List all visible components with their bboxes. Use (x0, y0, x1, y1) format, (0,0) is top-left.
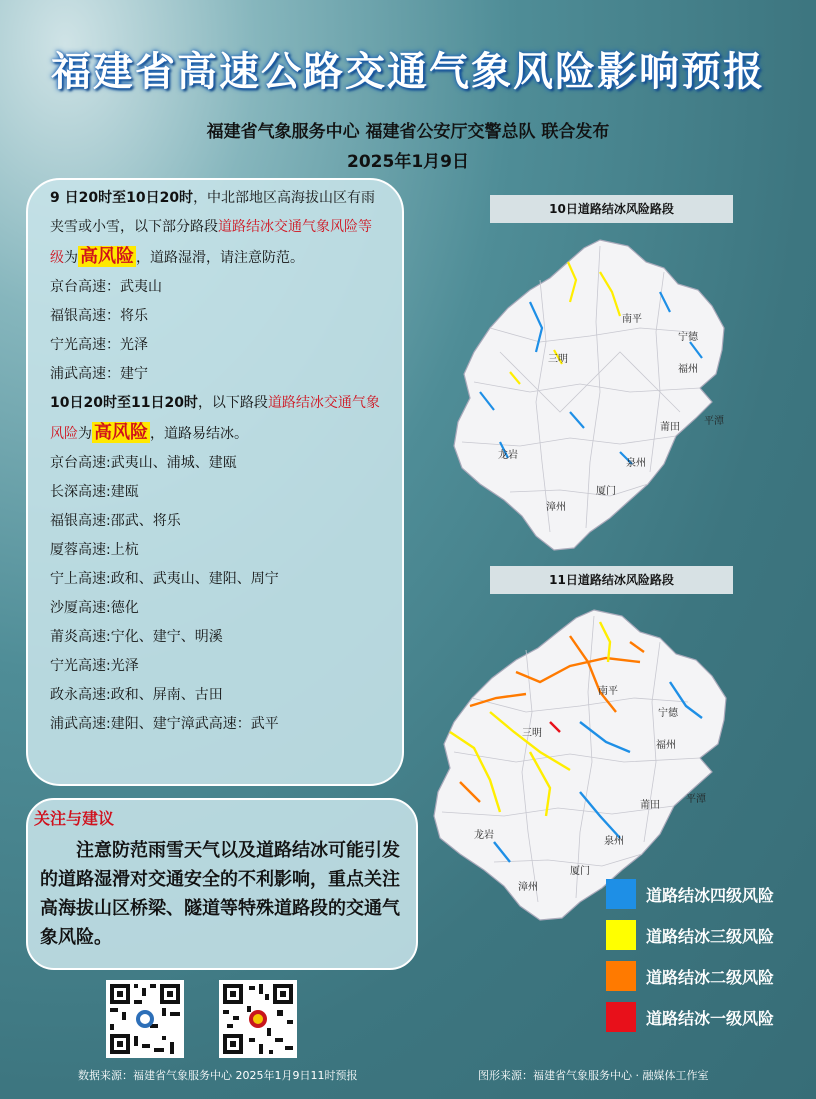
city-label: 宁德 (658, 708, 678, 719)
qr-code-police-icon[interactable] (219, 980, 297, 1058)
legend-item-level4 (606, 879, 806, 909)
city-label: 福州 (656, 740, 676, 751)
city-label: 三明 (522, 728, 542, 739)
period2-risk-level: 高风险 (94, 422, 148, 443)
legend-label: 道路结冰一级风险 (646, 1009, 775, 1028)
road-item: 长深高速:建瓯 (50, 484, 139, 500)
legend-label: 道路结冰四级风险 (646, 886, 775, 905)
city-label: 南平 (622, 314, 642, 325)
period1-risk-level: 高风险 (80, 246, 134, 267)
period2-risk-type: 道路结冰交通气象风险 (50, 395, 380, 442)
map2-title: 11日道路结冰风险路段 (490, 566, 733, 594)
legend-swatch (606, 961, 636, 991)
road-item: 福银高速：将乐 (50, 308, 148, 324)
city-label: 南平 (598, 686, 618, 697)
forecast-panel (26, 178, 404, 786)
issue-date: 2025年1月9日 (347, 152, 469, 172)
province-outline (454, 240, 724, 550)
map1-fujian (450, 232, 750, 554)
road-item: 政永高速:政和、屏南、古田 (50, 687, 223, 703)
legend-label: 道路结冰三级风险 (646, 927, 775, 946)
advice-text: 注意防范雨雪天气以及道路结冰可能引发的道路湿滑对交通安全的不利影响，重点关注高海拔山区桥梁、隧道等特殊道路段的交通气象风险。 (40, 840, 400, 948)
period1-risk-type: 道路结冰交通气象风险等级 (50, 219, 372, 266)
city-label: 宁德 (678, 332, 698, 343)
period2-time: 10日20时至11日20时 (50, 395, 198, 411)
legend-item-level1 (606, 1002, 806, 1032)
legend-swatch (606, 1002, 636, 1032)
city-label: 漳州 (518, 882, 538, 893)
advice-title: 关注与建议 (34, 809, 115, 828)
period1-time: 9 日20时至10日20时 (50, 190, 194, 206)
road-item: 福银高速:邵武、将乐 (50, 513, 181, 529)
page-title: 福建省高速公路交通气象风险影响预报 (51, 49, 765, 95)
road-item: 宁光高速:光泽 (50, 658, 139, 674)
city-label: 三明 (548, 354, 568, 365)
city-label: 泉州 (604, 836, 624, 847)
road-item: 浦武高速：建宁 (50, 366, 148, 382)
city-label: 福州 (678, 364, 698, 375)
footer-graphic-source: 图形来源：福建省气象服务中心 · 融媒体工作室 (478, 1069, 709, 1082)
qr-pattern (219, 980, 297, 1058)
road-item: 浦武高速:建阳、建宁漳武高速：武平 (50, 716, 279, 732)
city-label: 莆田 (640, 800, 660, 811)
legend-item-level3 (606, 920, 806, 950)
footer-data-source: 数据来源：福建省气象服务中心 2025年1月9日11时预报 (78, 1069, 358, 1082)
city-label: 厦门 (596, 486, 616, 497)
road-item: 京台高速：武夷山 (50, 279, 162, 295)
city-label: 平潭 (686, 794, 706, 805)
legend-swatch (606, 879, 636, 909)
advice-panel (26, 798, 418, 970)
city-label: 平潭 (704, 416, 724, 427)
city-label: 泉州 (626, 458, 646, 469)
period1-text: 9 日20时至10日20时，中北部地区高海拔山区有雨夹雪或小雪，以下部分路段道路结冰交通气象风险等级为 高风险 ，道路湿滑，请注意防范。 (50, 190, 376, 267)
legend-label: 道路结冰二级风险 (646, 968, 775, 987)
road-item: 京台高速:武夷山、浦城、建瓯 (50, 455, 237, 471)
period2-text: 10日20时至11日20时，以下路段道路结冰交通气象风险为 高风险 ，道路易结冰。 (50, 395, 380, 443)
legend-item-level2 (606, 961, 806, 991)
city-label: 龙岩 (498, 450, 518, 461)
road-item: 宁光高速：光泽 (50, 337, 148, 353)
map1-title: 10日道路结冰风险路段 (490, 195, 733, 223)
qr-pattern (106, 980, 184, 1058)
legend-swatch (606, 920, 636, 950)
road-item: 莆炎高速:宁化、建宁、明溪 (50, 629, 223, 645)
road-item: 厦蓉高速:上杭 (50, 542, 139, 558)
qr-code-weather-icon[interactable] (106, 980, 184, 1058)
publisher-line: 福建省气象服务中心 福建省公安厅交警总队 联合发布 (206, 122, 610, 142)
city-label: 漳州 (546, 502, 566, 513)
city-label: 厦门 (570, 866, 590, 877)
city-label: 龙岩 (474, 830, 494, 841)
road-item: 沙厦高速:德化 (50, 600, 139, 616)
map2-fujian (430, 602, 750, 924)
city-label: 莆田 (660, 422, 680, 433)
road-item: 宁上高速:政和、武夷山、建阳、周宁 (50, 571, 279, 587)
